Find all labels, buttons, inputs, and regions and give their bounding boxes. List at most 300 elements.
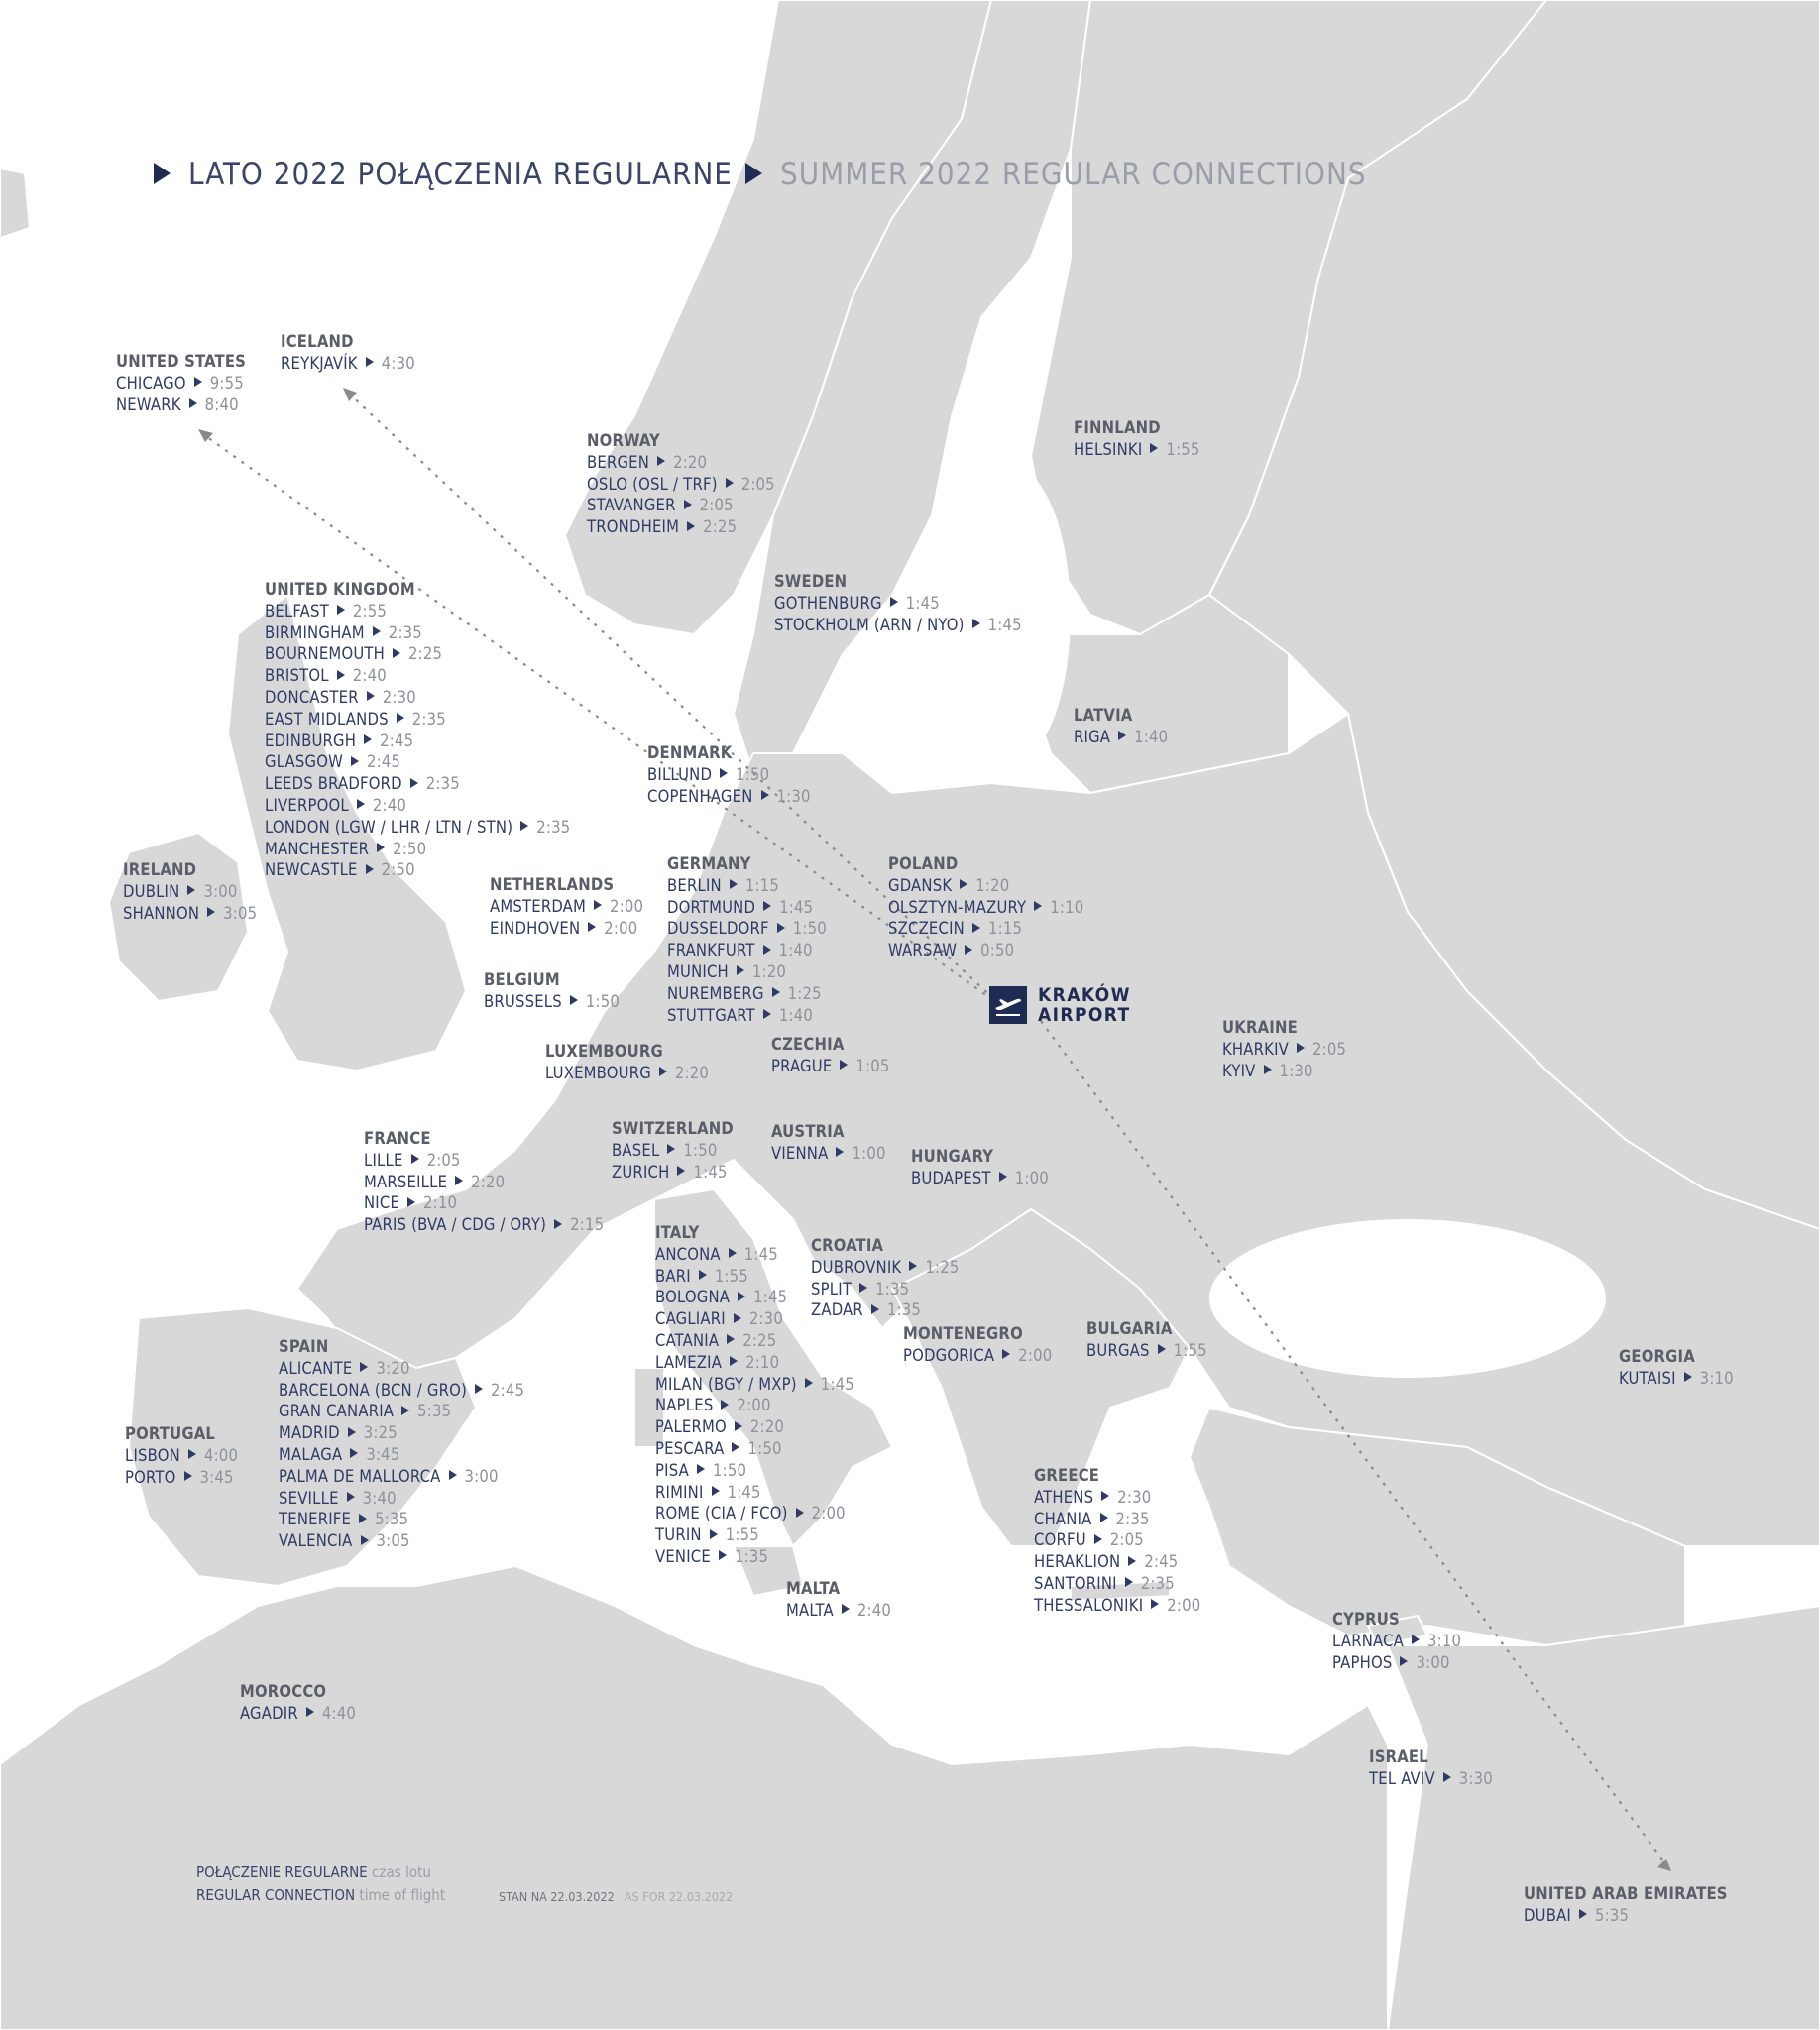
country-name: FINNLAND bbox=[1074, 418, 1161, 437]
flight-time: 1:50 bbox=[683, 1140, 718, 1160]
flight-time: 1:35 bbox=[875, 1279, 910, 1298]
legend-pl-connection: POŁĄCZENIE REGULARNE bbox=[196, 1863, 368, 1881]
arrow-right-icon bbox=[393, 648, 400, 658]
country-block bbox=[786, 1578, 891, 1622]
destination-row bbox=[655, 1352, 854, 1374]
flight-time: 1:45 bbox=[693, 1162, 728, 1182]
destination-city: SZCZECIN bbox=[888, 919, 965, 939]
arrow-right-icon bbox=[726, 478, 734, 488]
destination-row bbox=[265, 687, 570, 709]
destination-city: DUBLIN bbox=[123, 881, 180, 901]
country-name: UKRAINE bbox=[1222, 1018, 1298, 1037]
flight-time: 2:00 bbox=[1167, 1595, 1201, 1615]
arrow-right-icon bbox=[972, 923, 980, 933]
destination-row bbox=[364, 1214, 604, 1236]
destination-city: TRONDHEIM bbox=[587, 517, 680, 537]
country-name: SWITZERLAND bbox=[612, 1119, 734, 1138]
destination-row bbox=[1332, 1652, 1461, 1674]
flight-time: 1:10 bbox=[1050, 897, 1084, 917]
destination-row bbox=[647, 764, 811, 786]
arrow-right-icon bbox=[337, 670, 345, 680]
arrow-right-icon bbox=[367, 691, 375, 701]
arrow-right-icon bbox=[842, 1604, 850, 1614]
destination-city: LUXEMBOURG bbox=[545, 1063, 651, 1082]
destination-row bbox=[116, 373, 246, 395]
destination-row bbox=[265, 795, 570, 817]
destination-row bbox=[265, 731, 570, 752]
flight-time: 5:35 bbox=[417, 1402, 452, 1421]
destination-row bbox=[265, 773, 570, 795]
country-name: UNITED STATES bbox=[116, 352, 247, 371]
destination-city: LARNACA bbox=[1332, 1631, 1404, 1650]
destination-city: OSLO (OSL / TRF) bbox=[587, 474, 718, 494]
destination-city: PISA bbox=[655, 1460, 690, 1480]
arrow-right-icon bbox=[1034, 901, 1042, 911]
destination-row bbox=[655, 1460, 854, 1482]
destination-city: CORFU bbox=[1034, 1530, 1086, 1550]
destination-city: GRAN CANARIA bbox=[279, 1402, 395, 1421]
flight-time: 2:30 bbox=[748, 1309, 783, 1329]
destination-row bbox=[1034, 1509, 1200, 1530]
title-polish-text: LATO 2022 POŁĄCZENIA REGULARNE bbox=[188, 157, 733, 192]
flight-time: 1:35 bbox=[886, 1300, 922, 1320]
flight-time: 1:55 bbox=[1166, 439, 1200, 459]
country-name: SPAIN bbox=[279, 1337, 329, 1356]
country-block bbox=[1074, 705, 1168, 748]
flight-time: 1:20 bbox=[751, 961, 787, 981]
flight-time: 3:45 bbox=[199, 1467, 234, 1487]
flight-time: 1:45 bbox=[987, 615, 1022, 634]
flight-time: 3:45 bbox=[366, 1444, 400, 1464]
arrow-right-icon bbox=[1100, 1513, 1108, 1522]
destination-city: BURGAS bbox=[1086, 1340, 1150, 1360]
destination-city: ATHENS bbox=[1034, 1487, 1094, 1507]
arrow-right-icon bbox=[359, 1514, 367, 1523]
destination-city: RIMINI bbox=[655, 1482, 704, 1502]
arrow-right-icon bbox=[348, 1427, 356, 1437]
arrow-right-icon bbox=[699, 1270, 707, 1280]
flight-time: 2:35 bbox=[388, 622, 422, 642]
destination-city: STOCKHOLM (ARN / NYO) bbox=[774, 615, 965, 634]
country-name: GREECE bbox=[1034, 1466, 1100, 1485]
as-of-en: AS FOR 22.03.2022 bbox=[624, 1889, 734, 1904]
destination-city: ALICANTE bbox=[279, 1358, 353, 1378]
flight-time: 0:50 bbox=[980, 941, 1015, 960]
destination-city: ROME (CIA / FCO) bbox=[655, 1504, 788, 1523]
destination-row bbox=[774, 615, 1022, 636]
destination-row bbox=[587, 452, 775, 474]
country-block bbox=[364, 1128, 604, 1236]
flight-time: 2:00 bbox=[811, 1504, 846, 1523]
country-name: MALTA bbox=[786, 1579, 841, 1598]
destination-city: ANCONA bbox=[655, 1244, 721, 1264]
flight-time: 2:05 bbox=[426, 1150, 461, 1170]
country-name: LATVIA bbox=[1074, 706, 1133, 725]
destination-row bbox=[911, 1168, 1049, 1189]
arrow-right-icon bbox=[805, 1378, 813, 1388]
destination-city: LISBON bbox=[125, 1445, 180, 1465]
country-block bbox=[1524, 1883, 1728, 1927]
destination-city: MALTA bbox=[786, 1600, 834, 1620]
destination-city: COPENHAGEN bbox=[647, 786, 753, 806]
country-block bbox=[281, 331, 415, 375]
flight-time: 3:05 bbox=[223, 903, 258, 923]
destination-city: WARSAW bbox=[888, 941, 958, 960]
flight-time: 1:55 bbox=[725, 1525, 759, 1545]
country-block bbox=[811, 1235, 960, 1321]
arrow-right-icon bbox=[677, 1166, 685, 1176]
destination-city: CHICAGO bbox=[116, 373, 186, 393]
country-name: MONTENEGRO bbox=[903, 1324, 1023, 1343]
country-name: CROATIA bbox=[811, 1236, 884, 1255]
destination-city: DORTMUND bbox=[667, 897, 756, 917]
as-of-date bbox=[499, 1889, 733, 1904]
flight-time: 2:20 bbox=[673, 452, 708, 472]
destination-city: BERLIN bbox=[667, 875, 722, 895]
arrow-right-icon bbox=[684, 500, 692, 509]
destination-city: GDANSK bbox=[888, 875, 953, 895]
flight-time: 1:20 bbox=[975, 875, 1010, 895]
country-name: DENMARK bbox=[647, 743, 733, 762]
arrow-right-icon bbox=[520, 821, 528, 831]
flight-time: 2:35 bbox=[1140, 1573, 1175, 1593]
destination-row bbox=[811, 1279, 960, 1300]
destination-row bbox=[1332, 1631, 1461, 1652]
country-name: UNITED KINGDOM bbox=[265, 580, 415, 599]
destination-city: REYKJAVÍK bbox=[281, 353, 358, 373]
flight-time: 1:50 bbox=[585, 991, 621, 1011]
arrow-right-icon bbox=[1443, 1772, 1451, 1782]
destination-row bbox=[612, 1140, 734, 1162]
arrow-right-icon bbox=[737, 965, 744, 975]
destination-city: MANCHESTER bbox=[265, 839, 370, 858]
arrow-right-icon bbox=[411, 1154, 419, 1164]
arrow-right-icon bbox=[1101, 1491, 1109, 1501]
arrow-right-icon bbox=[188, 1449, 196, 1459]
country-name: AUSTRIA bbox=[771, 1122, 845, 1141]
arrow-right-icon bbox=[965, 945, 972, 955]
flight-time: 1:15 bbox=[744, 875, 779, 895]
country-name: CYPRUS bbox=[1332, 1610, 1400, 1629]
destination-city: EAST MIDLANDS bbox=[265, 709, 389, 729]
destination-city: FRANKFURT bbox=[667, 941, 755, 960]
flight-time: 2:50 bbox=[393, 839, 427, 858]
arrow-right-icon bbox=[729, 1248, 737, 1258]
destination-row bbox=[888, 897, 1083, 919]
destination-city: NEWCASTLE bbox=[265, 860, 358, 880]
destination-row bbox=[265, 817, 570, 839]
flight-time: 2:05 bbox=[1312, 1039, 1347, 1059]
destination-row bbox=[888, 875, 1083, 897]
flight-time: 2:55 bbox=[352, 601, 388, 620]
destination-city: MARSEILLE bbox=[364, 1172, 448, 1191]
flight-time: 2:00 bbox=[604, 918, 638, 938]
arrow-right-icon bbox=[1400, 1656, 1408, 1666]
destination-row bbox=[1524, 1905, 1728, 1927]
flight-time: 1:00 bbox=[1014, 1168, 1049, 1187]
flight-time: 2:25 bbox=[742, 1330, 777, 1350]
flight-time: 1:05 bbox=[855, 1056, 890, 1075]
destination-city: DUBAI bbox=[1524, 1905, 1572, 1925]
destination-city: BILLUND bbox=[647, 764, 713, 784]
flight-time: 2:15 bbox=[570, 1215, 605, 1235]
destination-city: VIENNA bbox=[771, 1143, 829, 1163]
arrow-right-icon bbox=[347, 1492, 355, 1502]
arrow-right-icon bbox=[554, 1219, 562, 1229]
arrow-right-icon bbox=[337, 605, 345, 615]
country-name: IRELAND bbox=[123, 860, 197, 879]
arrow-right-icon bbox=[999, 1172, 1007, 1182]
destination-row bbox=[279, 1401, 524, 1422]
arrow-right-icon bbox=[697, 1464, 705, 1474]
country-name: PORTUGAL bbox=[125, 1424, 216, 1443]
country-block bbox=[774, 571, 1022, 635]
destination-city: BRISTOL bbox=[265, 666, 329, 686]
arrow-right-icon bbox=[1264, 1065, 1272, 1074]
destination-city: BELFAST bbox=[265, 601, 329, 620]
legend-en-connection: REGULAR CONNECTION bbox=[196, 1886, 356, 1904]
destination-city: TENERIFE bbox=[279, 1510, 352, 1529]
destination-city: HELSINKI bbox=[1074, 439, 1143, 459]
arrow-right-icon bbox=[366, 864, 374, 874]
arrow-right-icon bbox=[730, 1356, 738, 1366]
arrow-right-icon bbox=[687, 521, 695, 531]
arrow-right-icon bbox=[890, 597, 898, 607]
destination-city: HERAKLION bbox=[1034, 1552, 1121, 1572]
flight-time: 3:10 bbox=[1427, 1631, 1462, 1650]
arrow-right-icon bbox=[727, 1334, 735, 1344]
destination-city: MALAGA bbox=[279, 1444, 343, 1464]
legend-polish bbox=[196, 1861, 445, 1884]
country-name: NORWAY bbox=[587, 431, 660, 450]
destination-row bbox=[265, 622, 570, 644]
destination-row bbox=[667, 940, 827, 961]
destination-city: SHANNON bbox=[123, 903, 200, 923]
airplane-departure-icon bbox=[989, 986, 1027, 1024]
flight-time: 4:30 bbox=[381, 353, 415, 373]
arrow-right-icon bbox=[1297, 1043, 1305, 1053]
flight-time: 2:00 bbox=[610, 896, 644, 916]
arrow-right-icon bbox=[1094, 1534, 1102, 1544]
destination-row bbox=[587, 474, 775, 496]
destination-row bbox=[279, 1444, 524, 1466]
arrow-right-icon bbox=[761, 790, 769, 800]
destination-city: MILAN (BGY / MXP) bbox=[655, 1374, 797, 1394]
destination-row bbox=[1222, 1039, 1346, 1061]
flight-time: 2:20 bbox=[749, 1417, 785, 1437]
destination-city: KUTAISI bbox=[1619, 1368, 1676, 1388]
flight-time: 2:30 bbox=[382, 687, 416, 707]
flight-time: 1:45 bbox=[779, 897, 814, 917]
country-block bbox=[771, 1034, 890, 1077]
destination-row bbox=[265, 643, 570, 665]
destination-city: LIVERPOOL bbox=[265, 795, 349, 815]
arrow-right-icon bbox=[1150, 443, 1158, 453]
destination-row bbox=[279, 1530, 524, 1552]
country-name: UNITED ARAB EMIRATES bbox=[1524, 1884, 1728, 1903]
legend-english bbox=[196, 1884, 445, 1907]
flight-time: 2:10 bbox=[745, 1352, 780, 1372]
destination-row bbox=[655, 1395, 854, 1416]
arrow-right-icon bbox=[721, 1400, 729, 1410]
destination-city: NUREMBERG bbox=[667, 983, 764, 1003]
destination-city: VENICE bbox=[655, 1546, 711, 1566]
flight-time: 1:55 bbox=[714, 1266, 748, 1286]
flight-time: 2:35 bbox=[536, 817, 571, 837]
destination-city: PORTO bbox=[125, 1467, 176, 1487]
destination-row bbox=[279, 1488, 524, 1510]
destination-row bbox=[1074, 439, 1200, 461]
destination-row bbox=[1222, 1061, 1346, 1082]
country-name: ICELAND bbox=[281, 332, 354, 351]
destination-city: BASEL bbox=[612, 1140, 660, 1160]
destination-row bbox=[1074, 727, 1168, 748]
destination-row bbox=[1034, 1487, 1200, 1509]
country-block bbox=[612, 1118, 734, 1183]
arrow-right-icon bbox=[377, 843, 385, 852]
destination-row bbox=[265, 751, 570, 773]
flight-time: 2:45 bbox=[1144, 1552, 1179, 1572]
as-of-pl: STAN NA 22.03.2022 bbox=[499, 1889, 615, 1904]
destination-row bbox=[587, 516, 775, 538]
arrow-right-icon bbox=[871, 1304, 879, 1314]
country-block bbox=[125, 1423, 238, 1488]
destination-row bbox=[1034, 1551, 1200, 1573]
arrow-right-icon bbox=[657, 456, 665, 466]
destination-row bbox=[279, 1466, 524, 1488]
destination-row bbox=[667, 1005, 827, 1027]
arrow-right-icon bbox=[357, 799, 365, 809]
arrow-right-icon bbox=[1579, 1909, 1587, 1919]
arrow-right-icon bbox=[570, 995, 578, 1005]
country-block bbox=[1222, 1017, 1346, 1081]
destination-city: PALMA DE MALLORCA bbox=[279, 1466, 441, 1486]
arrow-right-icon bbox=[1002, 1349, 1010, 1359]
flight-time: 2:45 bbox=[380, 731, 414, 750]
arrow-right-icon bbox=[194, 377, 202, 387]
flight-time: 1:25 bbox=[925, 1257, 960, 1277]
destination-city: DUBROVNIK bbox=[811, 1257, 902, 1277]
flight-time: 2:30 bbox=[1117, 1487, 1152, 1507]
country-block bbox=[484, 969, 620, 1013]
arrow-right-icon bbox=[184, 1471, 192, 1481]
destination-row bbox=[655, 1546, 854, 1568]
destination-row bbox=[123, 903, 257, 925]
arrow-right-icon bbox=[763, 945, 771, 955]
destination-city: TURIN bbox=[655, 1525, 702, 1545]
arrow-right-icon bbox=[730, 879, 738, 889]
flight-time: 3:00 bbox=[1416, 1652, 1450, 1672]
destination-city: BRUSSELS bbox=[484, 991, 562, 1011]
flight-time: 3:40 bbox=[362, 1488, 397, 1508]
arrow-right-icon bbox=[1158, 1344, 1166, 1354]
flight-time: 1:00 bbox=[852, 1143, 886, 1163]
destination-city: BARI bbox=[655, 1266, 691, 1286]
flight-time: 2:20 bbox=[471, 1172, 506, 1191]
destination-row bbox=[655, 1330, 854, 1352]
destination-row bbox=[647, 786, 811, 808]
country-block bbox=[1034, 1465, 1200, 1617]
flight-time: 4:00 bbox=[203, 1445, 239, 1465]
arrow-right-icon bbox=[373, 626, 381, 636]
destination-row bbox=[281, 353, 415, 375]
flight-time: 1:50 bbox=[736, 764, 770, 784]
destination-city: THESSALONIKI bbox=[1034, 1595, 1144, 1615]
destination-city: GLASGOW bbox=[265, 752, 343, 772]
destination-city: LEEDS BRADFORD bbox=[265, 774, 402, 794]
destination-row bbox=[125, 1467, 238, 1489]
airport-label-line2: AIRPORT bbox=[1038, 1004, 1131, 1026]
flight-time: 2:00 bbox=[737, 1396, 771, 1415]
flight-time: 2:05 bbox=[740, 474, 775, 494]
arrow-right-icon bbox=[351, 756, 359, 766]
arrow-right-icon bbox=[350, 1448, 358, 1458]
destination-city: AMSTERDAM bbox=[490, 896, 587, 916]
flight-time: 3:00 bbox=[203, 881, 238, 901]
country-name: MOROCCO bbox=[240, 1682, 327, 1701]
destination-row bbox=[888, 940, 1083, 961]
arrow-right-icon bbox=[364, 734, 372, 744]
flight-time: 1:50 bbox=[747, 1438, 782, 1458]
arrow-right-icon bbox=[796, 1508, 804, 1518]
destination-city: PRAGUE bbox=[771, 1056, 833, 1075]
destination-row bbox=[1034, 1573, 1200, 1595]
flight-time: 5:35 bbox=[1595, 1905, 1630, 1925]
destination-city: PODGORICA bbox=[903, 1345, 995, 1365]
flight-time: 1:35 bbox=[734, 1546, 769, 1566]
destination-city: EINDHOVEN bbox=[490, 918, 581, 938]
destination-row bbox=[771, 1143, 886, 1165]
destination-row bbox=[667, 918, 827, 940]
arrow-right-icon bbox=[763, 901, 771, 911]
arrow-right-icon bbox=[710, 1529, 718, 1539]
arrow-right-icon bbox=[361, 1535, 369, 1545]
destination-city: BERGEN bbox=[587, 452, 650, 472]
destination-city: BARCELONA (BCN / GRO) bbox=[279, 1380, 467, 1400]
arrow-right-icon bbox=[1151, 1599, 1159, 1609]
arrow-right-icon bbox=[449, 1470, 457, 1480]
destination-city: STAVANGER bbox=[587, 496, 676, 515]
destination-city: DONCASTER bbox=[265, 687, 359, 707]
krakow-airport-marker bbox=[989, 986, 1207, 1026]
destination-row bbox=[364, 1172, 604, 1193]
legend-pl-time: czas lotu bbox=[372, 1863, 431, 1881]
country-name: SWEDEN bbox=[774, 572, 848, 591]
country-block bbox=[490, 874, 643, 939]
destination-row bbox=[811, 1257, 960, 1279]
destination-row bbox=[279, 1509, 524, 1530]
destination-row bbox=[279, 1358, 524, 1380]
country-block bbox=[279, 1336, 524, 1552]
destination-city: AGADIR bbox=[240, 1703, 298, 1723]
country-name: FRANCE bbox=[364, 1129, 431, 1148]
country-name: HUNGARY bbox=[911, 1147, 994, 1166]
flight-time: 2:35 bbox=[411, 709, 446, 729]
black-sea bbox=[1209, 1219, 1606, 1378]
flight-time: 2:45 bbox=[490, 1380, 525, 1400]
arrow-right-icon bbox=[772, 987, 780, 997]
arrow-right-icon bbox=[397, 713, 404, 723]
country-block bbox=[647, 742, 811, 807]
country-name: NETHERLANDS bbox=[490, 875, 615, 894]
destination-city: LILLE bbox=[364, 1150, 403, 1170]
destination-row bbox=[655, 1416, 854, 1438]
destination-row bbox=[123, 881, 257, 903]
country-block bbox=[123, 859, 257, 924]
country-name: POLAND bbox=[888, 854, 959, 873]
destination-city: SANTORINI bbox=[1034, 1573, 1117, 1593]
legend-en-time: time of flight bbox=[359, 1886, 446, 1904]
